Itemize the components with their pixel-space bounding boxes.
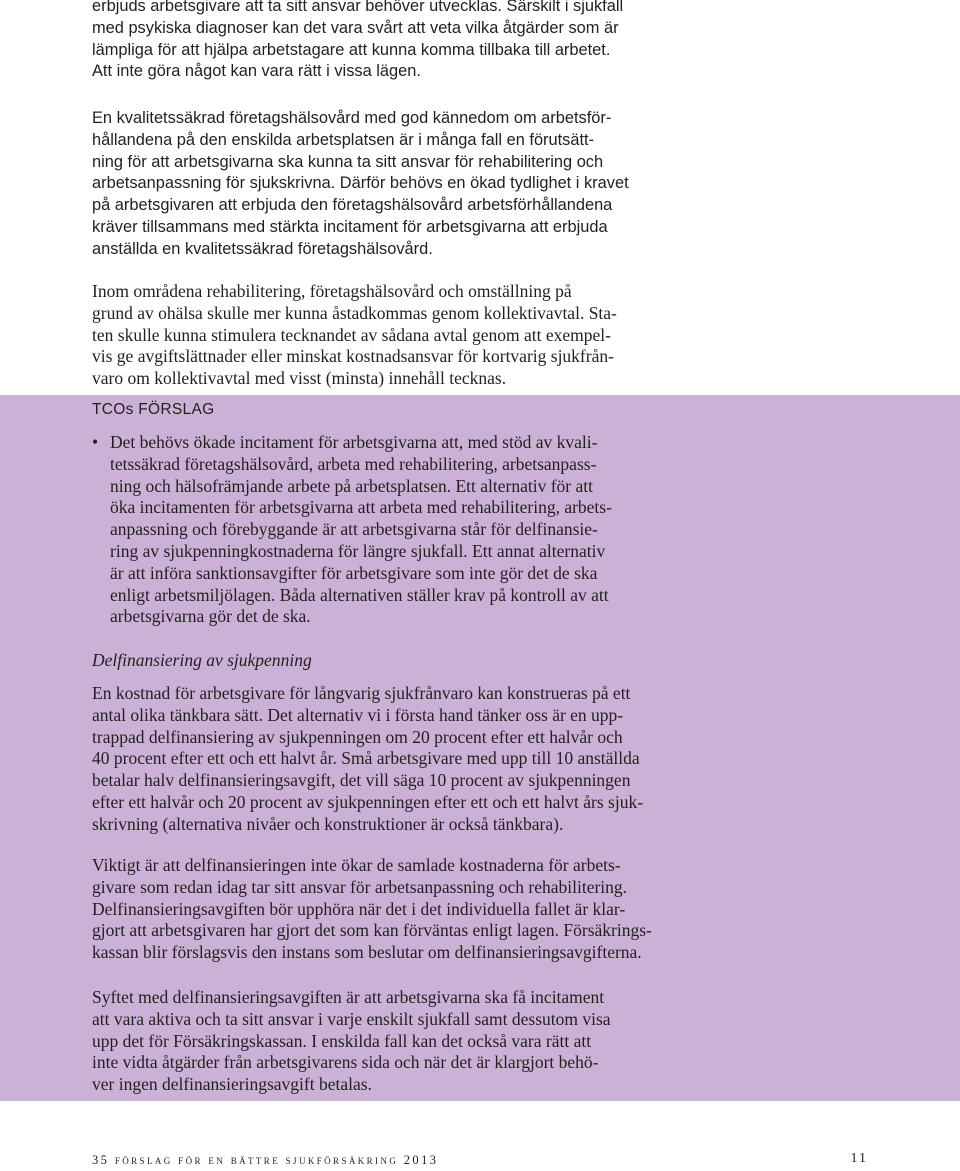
- intro-paragraph: [92, 0, 692, 83]
- text-line: enligt arbetsmiljölagen. Båda alternativen ställer krav på kontroll av att: [110, 584, 609, 605]
- page-number: 11: [850, 1151, 868, 1166]
- text-line: ring av sjukpenningkostnaderna för längre sjukfall. Ett annat alternativ: [110, 540, 606, 561]
- text-line: En kvalitetssäkrad företagshälsovård med god kännedom om arbetsför-: [92, 109, 612, 127]
- text-line: gjort att arbetsgivaren har gjort det som kan förväntas enligt lagen. Försäkrings-: [92, 920, 652, 941]
- text-line: att vara aktiva och ta sitt ansvar i varje enskilt sjukfall samt dessutom visa: [92, 1008, 611, 1029]
- text-line: arbetsgivarna gör det de ska.: [110, 606, 311, 627]
- text-line: Delfinansieringsavgiften bör upphöra när det i det individuella fallet är klar-: [92, 898, 626, 919]
- text-line: skrivning (alternativa nivåer och konstruktioner är också tänkbara).: [92, 813, 564, 834]
- section-subheading: Delfinansiering av sjukpenning: [92, 650, 312, 670]
- text-line: vis ge avgiftslättnader eller minskat kostnadsansvar för kortvarig sjukfrån-: [92, 346, 614, 367]
- text-line: erbjuds arbetsgivare att ta sitt ansvar behöver utvecklas. Särskilt i sjukfall: [92, 0, 624, 15]
- text-line: Syftet med delfinansieringsavgiften är att arbetsgivarna ska få incitament: [92, 987, 605, 1007]
- text-line: ning för att arbetsgivarna ska kunna ta sitt ansvar för rehabilitering och: [92, 152, 604, 171]
- paragraph-occupational-health: [92, 108, 692, 261]
- text-line: antal olika tänkbara sätt. Det alternativ vi i första hand tänker oss är en upp-: [92, 704, 624, 725]
- text-line: Det behövs ökade incitament för arbetsgivarna att, med stöd av kvali-: [110, 432, 598, 452]
- text-line: ten skulle kunna stimulera tecknandet av sådana avtal genom att exempel-: [92, 324, 611, 345]
- footer-title: 35 förslag för en bättre sjukförsäkring 2013: [92, 1153, 439, 1167]
- text-line: inte vidta åtgärder från arbetsgivarens sida och när det är klargjort behö-: [92, 1052, 599, 1073]
- text-line: Inom områdena rehabilitering, företagshälsovård och omställning på: [92, 281, 572, 301]
- proposal-heading: TCOs FÖRSLAG: [92, 401, 215, 418]
- text-line: grund av ohälsa skulle mer kunna åstadkommas genom kollektivavtal. Sta-: [92, 302, 617, 323]
- text-line: 40 procent efter ett och ett halvt år. Små arbetsgivare med upp till 10 anställda: [92, 748, 640, 769]
- text-line: på arbetsgivaren att erbjuda den företagshälsovård arbetsförhållandena: [92, 196, 613, 215]
- text-line: arbetsanpassning för sjukskrivna. Därför behövs en ökad tydlighet i kravet: [92, 174, 629, 193]
- text-line: öka incitamenten för arbetsgivarna att arbeta med rehabilitering, arbets-: [110, 497, 612, 518]
- text-line: trappad delfinansiering av sjukpenningen om 20 procent efter ett halvår och: [92, 726, 623, 747]
- text-line: anställda en kvalitetssäkrad företagshälsovård.: [92, 239, 433, 258]
- text-line: En kostnad för arbetsgivare för långvarig sjukfrånvaro kan konstrueras på ett: [92, 683, 631, 703]
- text-line: anpassning och förebyggande är att arbetsgivarna står för delfinansie-: [110, 519, 598, 540]
- text-line: givare som redan idag tar sitt ansvar för arbetsanpassning och rehabilitering.: [92, 876, 628, 897]
- text-line: är att införa sanktionsavgifter för arbetsgivare som inte gör det de ska: [110, 562, 598, 583]
- text-line: hållandena på den enskilda arbetsplatsen är i många fall en förutsätt-: [92, 130, 595, 149]
- text-line: med psykiska diagnoser kan det vara svårt att veta vilka åtgärder som är: [92, 18, 619, 37]
- proposal-bullet-text: [110, 432, 710, 628]
- text-line: ning och hälsofrämjande arbete på arbetsplatsen. Ett alternativ för att: [110, 475, 594, 496]
- paragraph-cost-construction: [92, 683, 692, 836]
- bullet-icon: •: [92, 432, 99, 452]
- text-line: betalar halv delfinansieringsavgift, det vill säga 10 procent av sjukpenningen: [92, 770, 631, 791]
- paragraph-purpose: [92, 987, 692, 1096]
- text-line: upp det för Försäkringskassan. I enskilda fall kan det också vara rätt att: [92, 1030, 592, 1051]
- text-line: efter ett halvår och 20 procent av sjukpenningen efter ett och ett halvt års sjuk-: [92, 791, 644, 812]
- text-line: tetssäkrad företagshälsovård, arbeta med rehabilitering, arbetsanpass-: [110, 453, 597, 474]
- text-line: Att inte göra något kan vara rätt i vissa lägen.: [92, 62, 421, 81]
- text-line: ver ingen delfinansieringsavgift betalas.: [92, 1074, 372, 1095]
- text-line: kräver tillsammans med stärkta incitament för arbetsgivarna att erbjuda: [92, 217, 608, 236]
- text-line: kassan blir förslagsvis den instans som beslutar om delfinansieringsavgifterna.: [92, 942, 642, 963]
- text-line: varo om kollektivavtal med visst (minsta) innehåll tecknas.: [92, 368, 507, 389]
- text-line: lämpliga för att hjälpa arbetstagare att kunna komma tillbaka till arbetet.: [92, 40, 611, 59]
- text-line: Viktigt är att delfinansieringen inte ökar de samlade kostnaderna för arbets-: [92, 855, 621, 875]
- paragraph-collective-agreements: [92, 281, 692, 390]
- paragraph-costs-not-increase: [92, 855, 692, 964]
